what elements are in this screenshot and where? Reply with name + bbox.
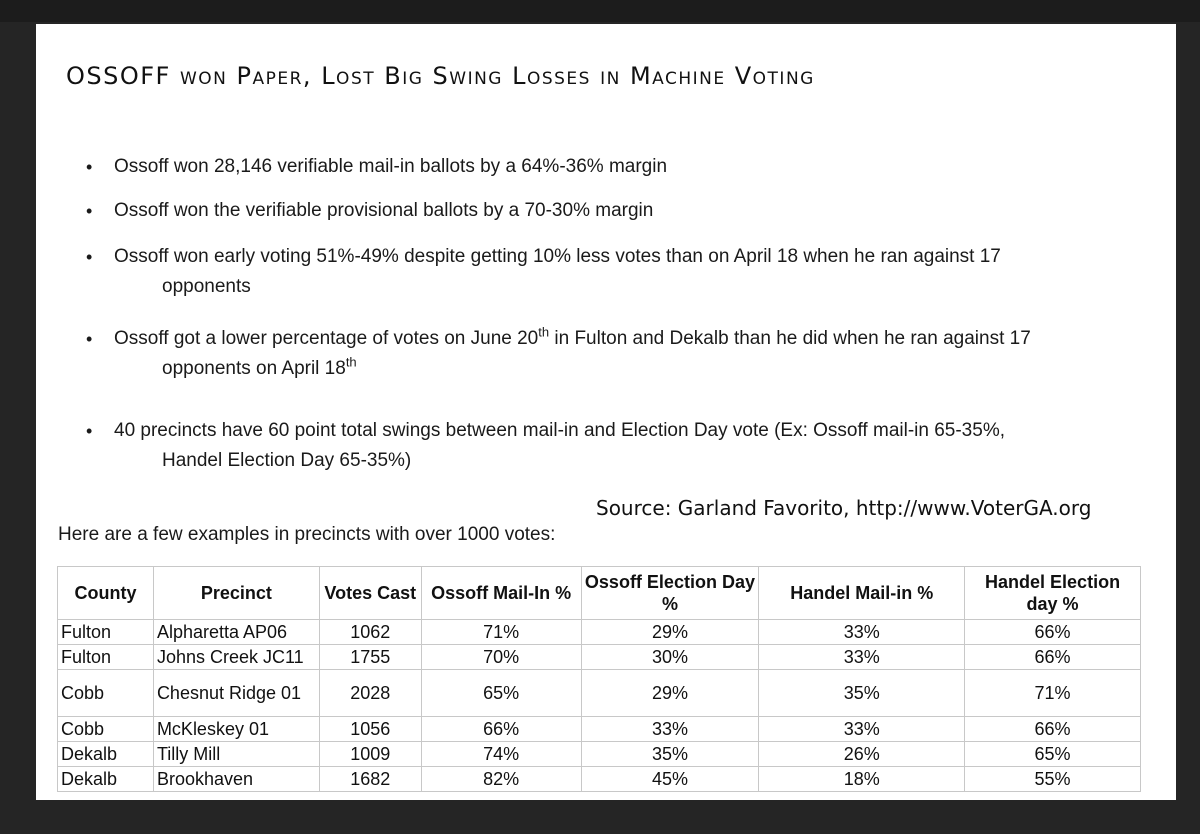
handel-election-day-cell: 66%: [965, 717, 1141, 742]
bullet-text: Ossoff won early voting 51%-49% despite getting 10% less votes than on April 18 when he ran against 17: [114, 246, 1001, 267]
ossoff-mail-in-cell: 71%: [421, 620, 581, 645]
column-header: Ossoff Mail-In %: [421, 567, 581, 620]
handel-election-day-cell: 66%: [965, 645, 1141, 670]
document-page: [36, 24, 1176, 800]
ossoff-election-day-cell: 30%: [581, 645, 759, 670]
column-header: Ossoff Election Day %: [581, 567, 759, 620]
source-citation: Source: Garland Favorito, http://www.VoterGA.org: [596, 496, 1092, 520]
ossoff-election-day-cell: 45%: [581, 767, 759, 792]
column-header: Votes Cast: [319, 567, 421, 620]
handel-election-day-cell: 55%: [965, 767, 1141, 792]
column-header: Handel Mail-in %: [759, 567, 965, 620]
votes-cast-cell: 1755: [319, 645, 421, 670]
table-header-row: [58, 567, 1141, 620]
handel-mail-in-cell: 35%: [759, 670, 965, 717]
page-title: OSSOFF won Paper, Lost Big Swing Losses in Machine Voting: [66, 62, 815, 90]
table-row: [58, 620, 1141, 645]
handel-mail-in-cell: 33%: [759, 717, 965, 742]
bullet-text: Ossoff won the verifiable provisional ballots by a 70-30% margin: [114, 200, 654, 221]
ossoff-mail-in-cell: 74%: [421, 742, 581, 767]
table-row: [58, 645, 1141, 670]
bullet-text: in Fulton and Dekalb than he did when he ran against 17: [549, 328, 1031, 349]
votes-cast-cell: 1682: [319, 767, 421, 792]
county-cell: Dekalb: [58, 742, 154, 767]
table-row: [58, 717, 1141, 742]
table-row: [58, 742, 1141, 767]
ossoff-mail-in-cell: 65%: [421, 670, 581, 717]
bullet-dot-icon: •: [86, 329, 93, 349]
bullet-item: [86, 152, 667, 182]
votes-cast-cell: 1056: [319, 717, 421, 742]
votes-cast-cell: 2028: [319, 670, 421, 717]
bullet-dot-icon: •: [86, 247, 93, 267]
table-row: [58, 670, 1141, 717]
precinct-cell: Chesnut Ridge 01: [153, 670, 319, 717]
ossoff-election-day-cell: 29%: [581, 670, 759, 717]
handel-mail-in-cell: 26%: [759, 742, 965, 767]
table-intro: Here are a few examples in precincts with over 1000 votes:: [58, 524, 556, 545]
county-cell: Cobb: [58, 670, 154, 717]
top-frame-bar: [0, 0, 1200, 22]
ossoff-mail-in-cell: 66%: [421, 717, 581, 742]
handel-mail-in-cell: 18%: [759, 767, 965, 792]
handel-election-day-cell: 66%: [965, 620, 1141, 645]
bullet-item: [86, 324, 1031, 384]
bullet-item: [86, 242, 1001, 302]
ossoff-mail-in-cell: 70%: [421, 645, 581, 670]
handel-election-day-cell: 71%: [965, 670, 1141, 717]
precinct-cell: Tilly Mill: [153, 742, 319, 767]
handel-election-day-cell: 65%: [965, 742, 1141, 767]
votes-cast-cell: 1009: [319, 742, 421, 767]
bullet-text: 40 precincts have 60 point total swings between mail-in and Election Day vote (Ex: Ossoff mail-in 65-35%,: [114, 420, 1005, 441]
bullet-continuation: Handel Election Day 65-35%): [162, 450, 412, 471]
bullet-dot-icon: •: [86, 421, 93, 441]
column-header: Precinct: [153, 567, 319, 620]
precinct-cell: Alpharetta AP06: [153, 620, 319, 645]
bullet-continuation-text: opponents on April 18: [162, 358, 346, 379]
county-cell: Fulton: [58, 645, 154, 670]
precinct-table: [57, 566, 1141, 792]
county-cell: Cobb: [58, 717, 154, 742]
ossoff-election-day-cell: 35%: [581, 742, 759, 767]
bullet-continuation: opponents: [162, 276, 251, 297]
county-cell: Fulton: [58, 620, 154, 645]
bullet-text: Ossoff won 28,146 verifiable mail-in ballots by a 64%-36% margin: [114, 156, 668, 177]
ossoff-election-day-cell: 29%: [581, 620, 759, 645]
ossoff-election-day-cell: 33%: [581, 717, 759, 742]
votes-cast-cell: 1062: [319, 620, 421, 645]
bullet-continuation: [114, 354, 1031, 384]
bullet-dot-icon: •: [86, 201, 93, 221]
county-cell: Dekalb: [58, 767, 154, 792]
handel-mail-in-cell: 33%: [759, 620, 965, 645]
table-row: [58, 767, 1141, 792]
precinct-cell: McKleskey 01: [153, 717, 319, 742]
precinct-cell: Brookhaven: [153, 767, 319, 792]
bullet-item: [86, 416, 1005, 476]
column-header: Handel Election day %: [965, 567, 1141, 620]
superscript: th: [345, 354, 357, 370]
bullet-item: [86, 196, 653, 226]
superscript: th: [538, 324, 550, 340]
bullet-dot-icon: •: [86, 157, 93, 177]
precinct-cell: Johns Creek JC11: [153, 645, 319, 670]
bullet-text: Ossoff got a lower percentage of votes on June 20: [114, 328, 539, 349]
ossoff-mail-in-cell: 82%: [421, 767, 581, 792]
column-header: County: [58, 567, 154, 620]
handel-mail-in-cell: 33%: [759, 645, 965, 670]
